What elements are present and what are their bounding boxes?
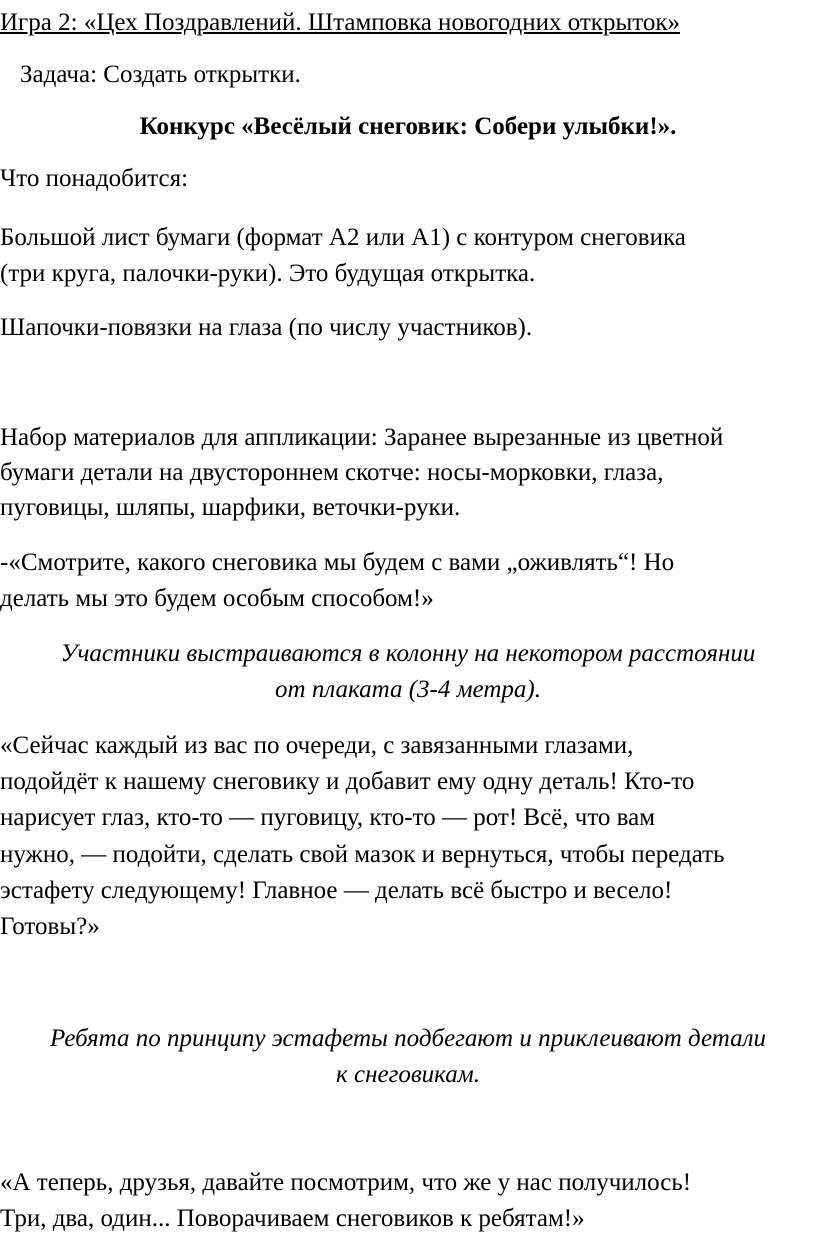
game-title: Игра 2: «Цех Поздравлений. Штамповка новогодних открыток» bbox=[0, 9, 680, 36]
needed-heading: Что понадобится: bbox=[0, 165, 189, 192]
paragraph-now-line: подойдёт к нашему снеговику и добавит ему одну деталь! Кто-то bbox=[0, 768, 695, 795]
paragraph-caps: Шапочки-повязки на глаза (по числу участников). bbox=[0, 314, 533, 341]
task-line: Задача: Создать открытки. bbox=[20, 61, 301, 88]
paragraph-materials-line: пуговицы, шляпы, шарфики, веточки-руки. bbox=[0, 494, 461, 521]
paragraph-now-line: эстафету следующему! Главное — делать всё быстро и весело! bbox=[0, 877, 673, 904]
paragraph-look-line: делать мы это будем особым способом!» bbox=[0, 585, 434, 612]
paragraph-final-line: Три, два, один... Поворачиваем снеговиков к ребятам!» bbox=[0, 1205, 585, 1232]
italic-relay-line: Ребята по принципу эстафеты подбегают и приклеивают детали bbox=[49, 1025, 767, 1052]
contest-title: Конкурс «Весёлый снеговик: Собери улыбки!». bbox=[139, 113, 677, 140]
paragraph-sheet-line: (три круга, палочки-руки). Это будущая открытка. bbox=[0, 260, 536, 287]
paragraph-materials-line: Набор материалов для аппликации: Заранее вырезанные из цветной bbox=[0, 424, 724, 451]
paragraph-now-line: нужно, — подойти, сделать свой мазок и вернуться, чтобы передать bbox=[0, 841, 725, 868]
paragraph-materials-line: бумаги детали на двустороннем скотче: носы-морковки, глаза, bbox=[0, 459, 664, 486]
italic-lineup-line: Участники выстраиваются в колонну на некотором расстоянии bbox=[60, 640, 756, 667]
paragraph-now-line: нарисует глаз, кто-то — пуговицу, кто-то — рот! Всё, что вам bbox=[0, 804, 656, 831]
paragraph-final-line: «А теперь, друзья, давайте посмотрим, что же у нас получилось! bbox=[0, 1169, 692, 1196]
paragraph-now-line: Готовы?» bbox=[0, 913, 100, 940]
italic-lineup-line: от плаката (3-4 метра). bbox=[275, 676, 541, 703]
italic-relay-line: к снеговикам. bbox=[336, 1061, 480, 1088]
paragraph-sheet-line: Большой лист бумаги (формат А2 или А1) с контуром снеговика bbox=[0, 224, 686, 251]
paragraph-look-line: -«Смотрите, какого снеговика мы будем с вами „оживлять“! Но bbox=[0, 549, 675, 576]
paragraph-now-line: «Сейчас каждый из вас по очереди, с завязанными глазами, bbox=[0, 732, 634, 759]
